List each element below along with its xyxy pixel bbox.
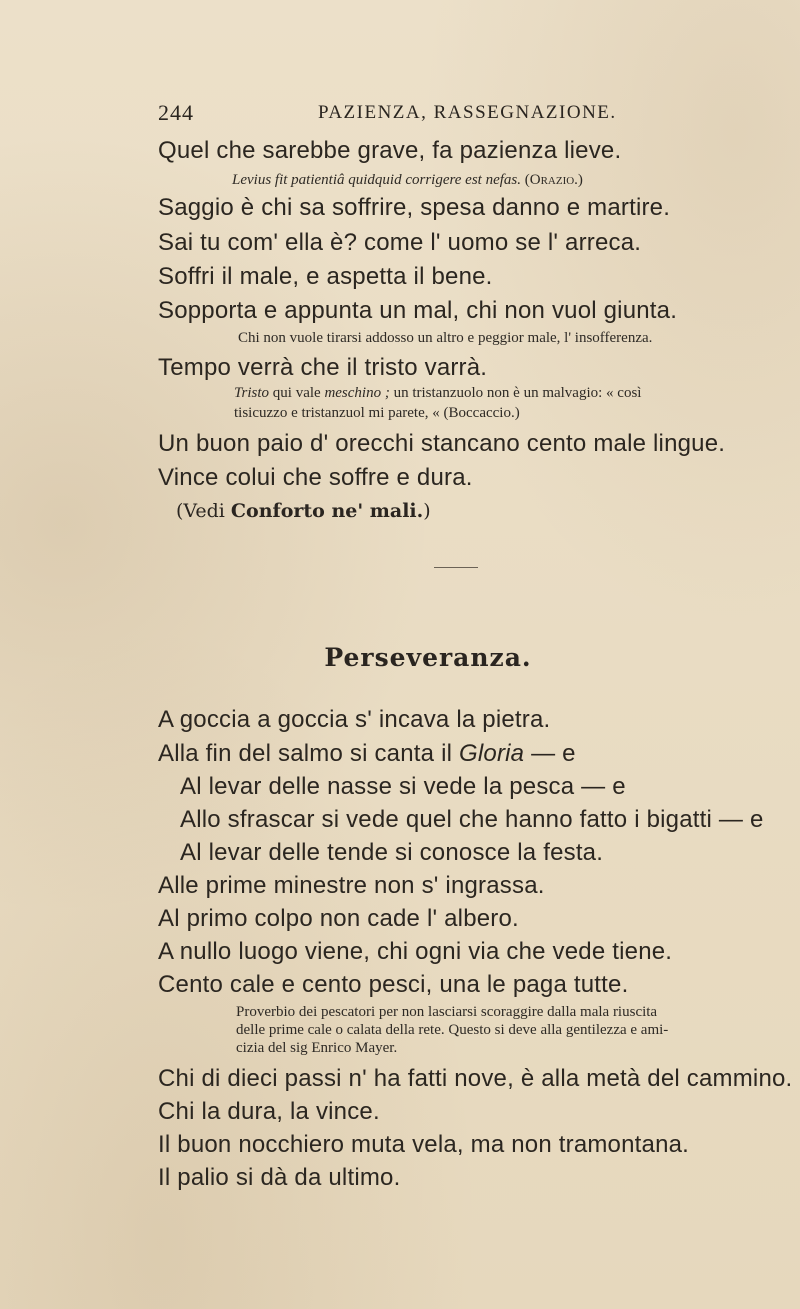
cross-reference xyxy=(176,500,431,522)
proverb-line: A goccia a goccia s' incava la pietra. xyxy=(158,706,551,733)
proverb-line: Quel che sarebbe grave, fa pazienza lieve. xyxy=(158,137,622,164)
proverb-note: Proverbio dei pescatori per non lasciarsi scoraggire dalla mala riuscita xyxy=(236,1004,658,1020)
proverb-note: Chi non vuole tirarsi addosso un altro e peggior male, l' insofferenza. xyxy=(238,330,653,346)
proverb-note: delle prime cale o calata della rete. Questo si deve alla gentilezza e ami- xyxy=(236,1022,669,1038)
note-word: meschino ; xyxy=(324,385,390,401)
proverb-text: — e xyxy=(524,740,576,767)
proverb-note: tisicuzzo e tristanzuol mi parete, « (Boccaccio.) xyxy=(234,405,520,421)
proverb-note: cizia del sig Enrico Mayer. xyxy=(236,1040,398,1056)
proverb-line: Saggio è chi sa soffrire, spesa danno e martire. xyxy=(158,194,671,221)
section-divider xyxy=(434,567,478,568)
proverb-italic: Gloria xyxy=(459,740,525,767)
page-number: 244 xyxy=(158,100,194,125)
cross-reference-open: (Vedi xyxy=(176,500,231,522)
note-text: un tristanzuolo non è un malvagio: « così xyxy=(389,385,642,401)
proverb-line: Cento cale e cento pesci, una le paga tutte. xyxy=(158,971,629,998)
cross-reference-target: Conforto ne' mali. xyxy=(230,500,424,522)
proverb-note xyxy=(234,385,641,402)
proverb-line: Soffri il male, e aspetta il bene. xyxy=(158,263,493,290)
cross-reference-close: ) xyxy=(423,500,431,522)
proverb-line: Vince colui che soffre e dura. xyxy=(158,464,473,491)
proverb-line: Il palio si dà da ultimo. xyxy=(158,1164,401,1191)
proverb-line: Chi di dieci passi n' ha fatti nove, è alla metà del cammino. xyxy=(158,1065,793,1092)
page-header xyxy=(158,100,678,130)
proverb-line: Allo sfrascar si vede quel che hanno fatto i bigatti — e xyxy=(180,806,764,833)
note-text: qui vale xyxy=(269,385,325,401)
proverb-line: Al levar delle nasse si vede la pesca — e xyxy=(180,773,626,800)
proverb-line: Un buon paio d' orecchi stancano cento male lingue. xyxy=(158,430,726,457)
note-author: (Orazio.) xyxy=(524,172,583,188)
proverb-line: Sai tu com' ella è? come l' uomo se l' arreca. xyxy=(158,229,642,256)
proverb-line: Tempo verrà che il tristo varrà. xyxy=(158,354,488,381)
proverb-line xyxy=(158,740,576,768)
proverb-line: Sopporta e appunta un mal, chi non vuol giunta. xyxy=(158,297,678,324)
proverb-text: Alla fin del salmo si canta il xyxy=(158,740,459,767)
proverb-line: A nullo luogo viene, chi ogni via che vede tiene. xyxy=(158,938,673,965)
section-title: Perseveranza. xyxy=(324,643,532,672)
proverb-line: Il buon nocchiero muta vela, ma non tramontana. xyxy=(158,1131,690,1158)
proverb-line: Chi la dura, la vince. xyxy=(158,1098,380,1125)
latin-quote: Levius fit patientiâ quidquid corrigere est nefas. xyxy=(232,172,521,188)
running-head: PAZIENZA, RASSEGNAZIONE. xyxy=(318,102,617,123)
proverb-line: Al levar delle tende si conosce la festa. xyxy=(180,839,604,866)
proverb-line: Al primo colpo non cade l' albero. xyxy=(158,905,519,932)
proverb-line: Alle prime minestre non s' ingrassa. xyxy=(158,872,545,899)
proverb-note xyxy=(232,172,583,189)
note-word: Tristo xyxy=(234,385,270,401)
